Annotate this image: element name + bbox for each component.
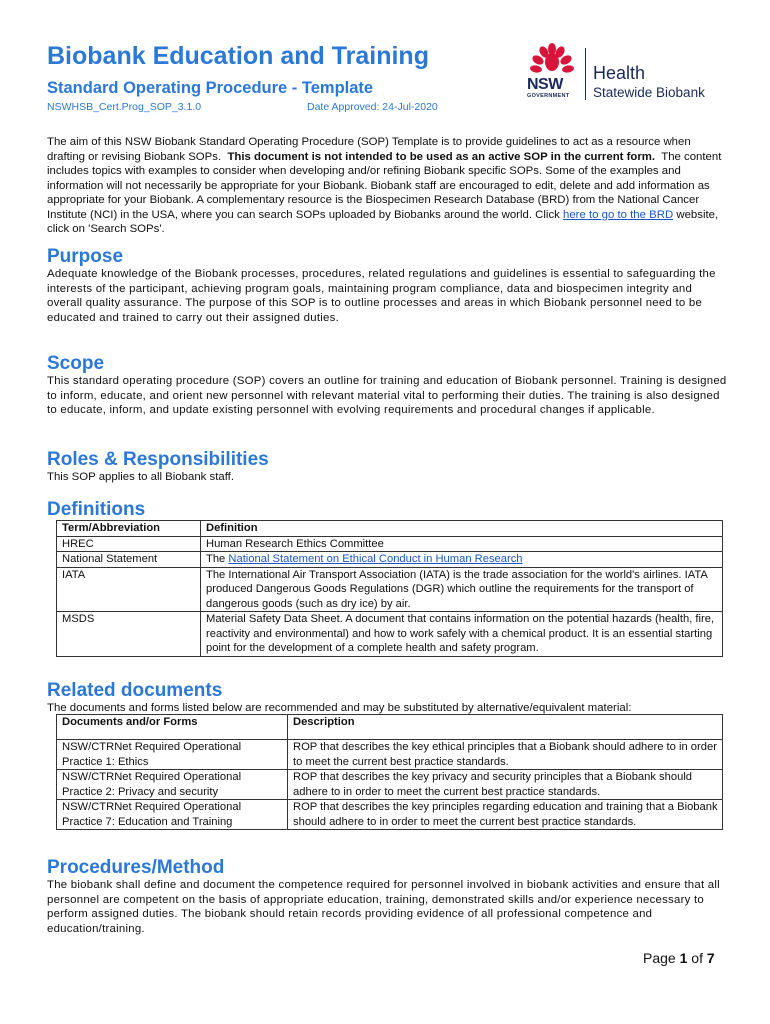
definition-cell: Material Safety Data Sheet. A document that contains information on the potential hazards (health, fire, reactivity and environmental) and how to work safely with a chemical product. It is an essential starting point for the development of a complete health and safety program. (201, 612, 723, 657)
document-reference: NSWHSB_Cert.Prog_SOP_3.1.0 (47, 101, 202, 113)
roles-heading: Roles & Responsibilities (47, 449, 269, 470)
total-pages: 7 (706, 950, 715, 966)
of-label: of (691, 950, 703, 966)
table-header-row (57, 521, 723, 537)
related-intro: The documents and forms listed below are recommended and may be substituted by alternative/equivalent material: (47, 702, 632, 714)
purpose-text: Adequate knowledge of the Biobank processes, procedures, related regulations and guidelines is essential to safeguarding the interests of the participant, achieving program goals, maintaining program compliance, data and biospecimen integrity and overall quality assurance. The purpose of this SOP is to outline processes and areas in which Biobank personnel need to be educated and trained to carry out their assigned duties. (47, 268, 716, 324)
current-page: 1 (679, 950, 688, 966)
column-header: Documents and/or Forms (57, 715, 288, 740)
table-row (57, 536, 723, 552)
term-cell: HREC (57, 536, 201, 552)
intro-text-1: The aim of this NSW Biobank Standard Operating Procedure (SOP) Template is to provide guidelines to act as a resource when drafting or revising Biobank SOPs. (47, 136, 691, 163)
column-header: Definition (201, 521, 723, 537)
page-label: Page (643, 950, 676, 966)
definition-cell: The International Air Transport Association (IATA) is the trade association for the world's airlines. IATA produced Dangerous Goods Regulations (DGR) which outline the requirements for the transport of dangerous goods (such as dry ice) by air. (201, 567, 723, 612)
document-title: Biobank Education and Training (47, 42, 429, 70)
definitions-heading: Definitions (47, 499, 146, 520)
page-number (643, 950, 715, 966)
date-approved: Date Approved: 24-Jul-2020 (307, 101, 438, 113)
brd-link[interactable]: here to go to the BRD (563, 208, 674, 221)
table-row (57, 770, 723, 800)
intro-warning: This document is not intended to be used as an active SOP in the current form. (227, 150, 656, 163)
procedures-text: The biobank shall define and document the competence required for personnel involved in biobank activities and ensure that all personnel are competent on the basis of appropriate education, training, demonstrated skills and/or experience necessary to perform assigned duties. The biobank should retain records providing evidence of all professional competence and education/training. (47, 879, 720, 935)
roles-text: This SOP applies to all Biobank staff. (47, 471, 234, 483)
intro-text-3: website, click on 'Search SOPs'. (47, 208, 719, 235)
definition-cell: Human Research Ethics Committee (201, 536, 723, 552)
table-header-row (57, 715, 723, 740)
term-cell: National Statement (57, 552, 201, 568)
definition-prefix: The (206, 553, 229, 565)
scope-heading: Scope (47, 353, 105, 374)
table-row (57, 740, 723, 770)
nsw-health-logo (525, 42, 725, 102)
related-documents-table (56, 714, 723, 830)
procedures-heading: Procedures/Method (47, 857, 225, 878)
logo-government-text: GOVERNMENT (527, 93, 570, 99)
table-row (57, 800, 723, 830)
description-cell: ROP that describes the key ethical principles that a Biobank should adhere to in order to meet the current best practice standards. (288, 740, 723, 770)
definitions-table (56, 520, 723, 657)
description-cell: ROP that describes the key principles regarding education and training that a Biobank should adhere to in order to meet the current best practice standards. (288, 800, 723, 830)
scope-text: This standard operating procedure (SOP) covers an outline for training and education of Biobank personnel. Training is designed to inform, educate, and orient new personnel with relevant material vital to performing their duties. The training is also designed to educate, inform, and update existing personnel with evolving requirements and procedural changes if applicable. (47, 375, 727, 416)
document-subtitle: Standard Operating Procedure - Template (47, 79, 374, 97)
definition-cell (201, 552, 723, 568)
related-documents-heading: Related documents (47, 680, 223, 701)
table-row (57, 552, 723, 568)
logo-nsw-text: NSW (527, 76, 563, 93)
document-cell: NSW/CTRNet Required Operational Practice 7: Education and Training (57, 800, 288, 830)
logo-divider (585, 48, 586, 100)
table-row (57, 612, 723, 657)
term-cell: IATA (57, 567, 201, 612)
national-statement-link[interactable]: National Statement on Ethical Conduct in Human Research (228, 553, 523, 565)
intro-paragraph (47, 135, 727, 237)
intro-text-2: The content includes topics with examples to consider when developing and/or refining Biobank specific SOPs. Some of the examples and information will not necessarily be appropriate for your Biobank. Biobank staff are encouraged to edit, delete and add information as appropriate for your Biobank. A complementary resource is the Biospecimen Research Database (BRD) from the National Cancer Institute (NCI) in the USA, where you can search SOPs uploaded by Biobanks around the world. Click (47, 150, 722, 221)
logo-unit-text: Statewide Biobank (593, 85, 705, 100)
document-cell: NSW/CTRNet Required Operational Practice 2: Privacy and security (57, 770, 288, 800)
document-cell: NSW/CTRNet Required Operational Practice 1: Ethics (57, 740, 288, 770)
term-cell: MSDS (57, 612, 201, 657)
column-header: Term/Abbreviation (57, 521, 201, 537)
logo-health-text: Health (593, 63, 646, 83)
table-row (57, 567, 723, 612)
purpose-heading: Purpose (47, 246, 124, 267)
waratah-flower-icon (529, 42, 575, 78)
column-header: Description (288, 715, 723, 740)
description-cell: ROP that describes the key privacy and security principles that a Biobank should adhere to in order to meet the current best practice standards. (288, 770, 723, 800)
